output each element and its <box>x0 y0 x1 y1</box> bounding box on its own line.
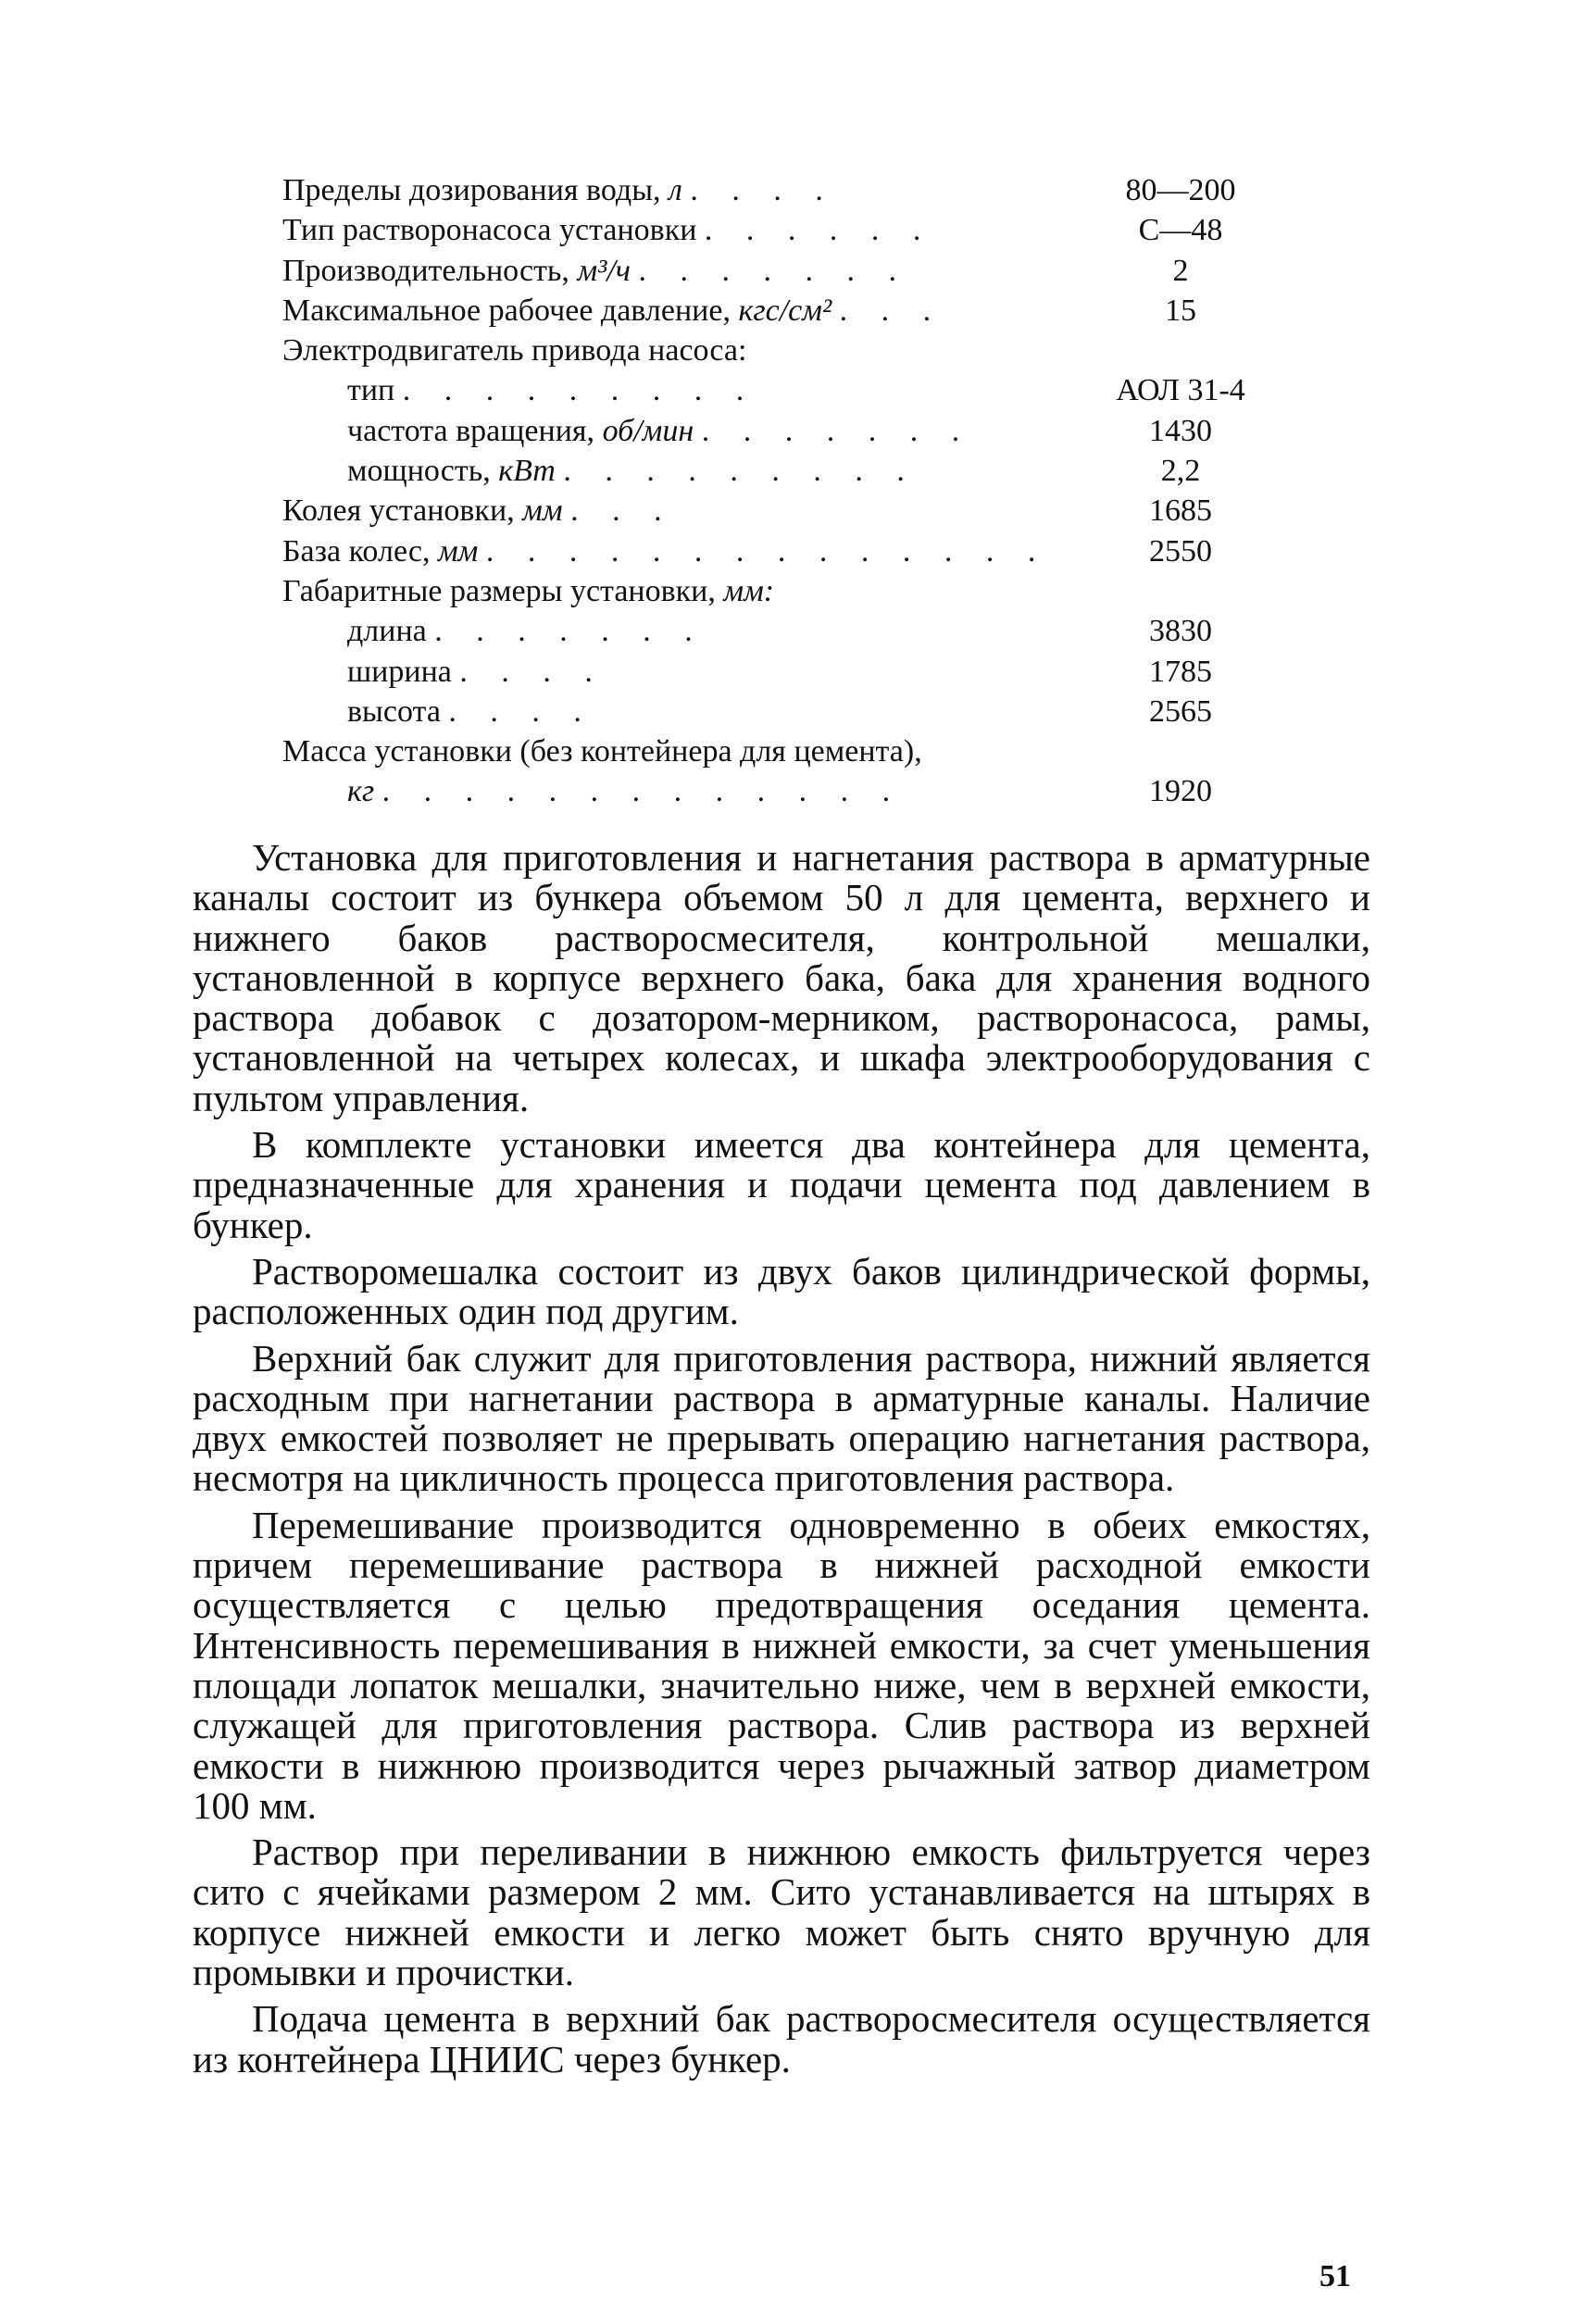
spec-row-motor-heading <box>282 331 1255 370</box>
spec-leader-dots: . . . . . . . . . <box>563 454 918 489</box>
spec-label: высота <box>347 693 441 729</box>
spec-label: длина <box>347 614 427 649</box>
spec-value: С—48 <box>1138 213 1223 248</box>
spec-value: АОЛ 31-4 <box>1116 373 1245 408</box>
spec-leader-dots: . . . . . . . <box>638 253 909 288</box>
page-number: 51 <box>1319 2259 1351 2293</box>
spec-row-mass <box>282 771 1255 811</box>
spec-label: Электродвигатель привода насоса: <box>282 333 747 369</box>
spec-unit: кг <box>347 774 375 809</box>
spec-label: тип <box>347 373 395 408</box>
spec-label: ширина <box>347 654 452 689</box>
spec-row-length <box>282 611 1255 651</box>
spec-label: Габаритные размеры установки, <box>282 573 716 608</box>
spec-label: Масса установки (без контейнера для цемента), <box>282 734 922 769</box>
spec-label: Пределы дозирования воды, <box>282 173 661 207</box>
spec-leader-dots: . . . . . . . . . <box>402 373 757 408</box>
spec-row-capacity <box>282 251 1255 291</box>
paragraph: Верхний бак служит для приготовления раствора, нижний является расходным при нагнетании раствора в арматурные каналы. Наличие двух емкостей позволяет не прерывать операцию нагнетания раствора, несмотря на цикличность процесса приготовления раствора. <box>193 1336 1370 1500</box>
spec-leader-dots: . . . . <box>448 693 594 729</box>
spec-row-max-pressure <box>282 291 1255 331</box>
spec-value: 80—200 <box>1125 173 1236 207</box>
spec-leader-dots: . . . . . . . <box>701 413 973 448</box>
spec-label: Максимальное рабочее давление, <box>282 293 731 328</box>
spec-unit: л <box>669 173 682 207</box>
body-text <box>193 838 1370 2086</box>
spec-row-height <box>282 692 1255 731</box>
spec-row-dimensions-heading <box>282 571 1255 611</box>
spec-value: 1920 <box>1149 774 1212 809</box>
spec-value: 1430 <box>1149 413 1212 448</box>
spec-label: частота вращения, <box>347 413 595 448</box>
spec-label: Производительность, <box>282 253 569 288</box>
spec-leader-dots: . . . . . . . <box>434 614 706 649</box>
spec-value: 2,2 <box>1160 454 1201 489</box>
spec-row-motor-type <box>282 370 1255 410</box>
spec-row-wheelbase <box>282 531 1255 571</box>
paragraph: Подача цемента в верхний бак растворосмесителя осуществляется из контейнера ЦНИИС через бункер. <box>193 1997 1370 2080</box>
spec-row-width <box>282 652 1255 692</box>
paragraph: Раствор при переливании в нижнюю емкость фильтруется через сито с ячейками размером 2 мм. Сито устанавливается на штырях в корпусе нижней емкости и легко может быть снято вручную для промывки и прочистки. <box>193 1830 1370 1994</box>
spec-value: 1685 <box>1149 494 1212 529</box>
spec-leader-dots: . . . . <box>690 173 836 207</box>
specifications-table <box>282 170 1255 812</box>
spec-unit: кВт <box>498 454 556 489</box>
spec-row-water-dosing <box>282 170 1255 210</box>
spec-label: мощность, <box>347 454 491 489</box>
spec-value: 2 <box>1172 253 1189 288</box>
paragraph: Перемешивание производится одновременно в обеих емкостях, причем перемешивание раствора в нижней расходной емкости осуществляется с целью предотвращения оседания цемента. Интенсивность перемешивания в нижней емкости, за счет уменьшения площади лопаток мешалки, значительно ниже, чем в верхней емкости, служащей для приготовления раствора. Слив раствора из верхней емкости в нижнюю производится через рычажный затвор диаметром 100 мм. <box>193 1503 1370 1827</box>
spec-leader-dots: . . . . . . . . . . . . . . <box>485 533 1049 569</box>
spec-unit: мм <box>437 533 479 569</box>
paragraph: Растворомешалка состоит из двух баков цилиндрической формы, расположенных один под другим. <box>193 1249 1370 1333</box>
spec-leader-dots: . . . . . . . . . . . . . <box>381 774 904 809</box>
paragraph: Установка для приготовления и нагнетания раствора в арматурные каналы состоит из бункера объемом 50 л для цемента, верхнего и нижнего баков растворосмесителя, контрольной мешалки, установленной в корпусе верхнего бака, бака для хранения водного раствора добавок с дозатором-мерником, растворонасоса, рамы, установленной на четырех колесах, и шкафа электрооборудования с пультом управления. <box>193 836 1370 1119</box>
spec-row-rotation-speed <box>282 411 1255 451</box>
spec-unit: об/мин <box>602 413 694 448</box>
spec-label: База колес, <box>282 533 431 569</box>
spec-value: 1785 <box>1149 654 1212 689</box>
spec-value: 2565 <box>1149 693 1212 729</box>
spec-leader-dots: . . . . <box>459 654 606 689</box>
spec-leader-dots: . . . <box>570 494 675 529</box>
spec-label: Тип растворонасоса установки <box>282 213 697 248</box>
spec-value: 3830 <box>1149 614 1212 649</box>
spec-value: 15 <box>1165 293 1196 328</box>
spec-leader-dots: . . . . . . <box>704 213 934 248</box>
spec-row-power <box>282 451 1255 491</box>
spec-row-pump-type <box>282 210 1255 250</box>
spec-value: 2550 <box>1149 533 1212 569</box>
spec-unit: кгс/см² <box>738 293 832 328</box>
spec-row-track-gauge <box>282 491 1255 531</box>
spec-unit: м³/ч <box>577 253 631 288</box>
spec-unit: мм <box>522 494 563 529</box>
spec-leader-dots: . . . <box>839 293 944 328</box>
paragraph: В комплекте установки имеется два контейнера для цемента, предназначенные для хранения и подачи цемента под давлением в бункер. <box>193 1123 1370 1246</box>
spec-label: Колея установки, <box>282 494 515 529</box>
spec-unit: мм: <box>723 573 775 608</box>
spec-row-mass-first-line <box>282 731 1255 771</box>
